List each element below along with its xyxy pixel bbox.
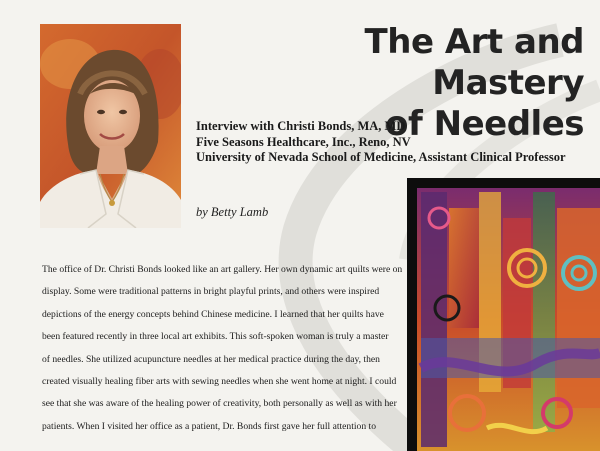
body-line: see that she was aware of the healing power of creativity, both personally as well as with her [42, 398, 397, 410]
body-line: depictions of the energy concepts behind Chinese medicine. I learned that her quilts have [42, 308, 384, 320]
subtitle-line: Five Seasons Healthcare, Inc., Reno, NV [196, 134, 411, 149]
body-line: been featured recently in three local art exhibits. This soft-spoken woman is truly a master [42, 331, 389, 343]
byline: by Betty Lamb [196, 205, 269, 219]
article-body [42, 259, 403, 438]
body-line: of needles. She utilized acupuncture needles at her medical practice during the day, then [42, 353, 380, 365]
interview-subtitle [196, 119, 596, 166]
portrait-photo [40, 24, 181, 228]
title-line-1: The Art and Mastery [364, 22, 584, 103]
title-line-2: of Needles [385, 104, 584, 144]
art-quilt-photo [407, 178, 600, 451]
body-line: created visually healing fiber arts with sewing needles when she went home at night. I could [42, 376, 397, 388]
subtitle-line: University of Nevada School of Medicine, Assistant Clinical Professor [196, 150, 566, 164]
body-line: display. Some were traditional patterns in bright playful prints, and others were inspired [42, 286, 380, 298]
subtitle-line: Interview with Christi Bonds, MA, MD [196, 119, 406, 133]
body-line: The office of Dr. Christi Bonds looked like an art gallery. Her own dynamic art quilts were on [42, 264, 403, 275]
body-line: patients. When I visited her office as a patient, Dr. Bonds first gave her full attention to [42, 420, 377, 432]
